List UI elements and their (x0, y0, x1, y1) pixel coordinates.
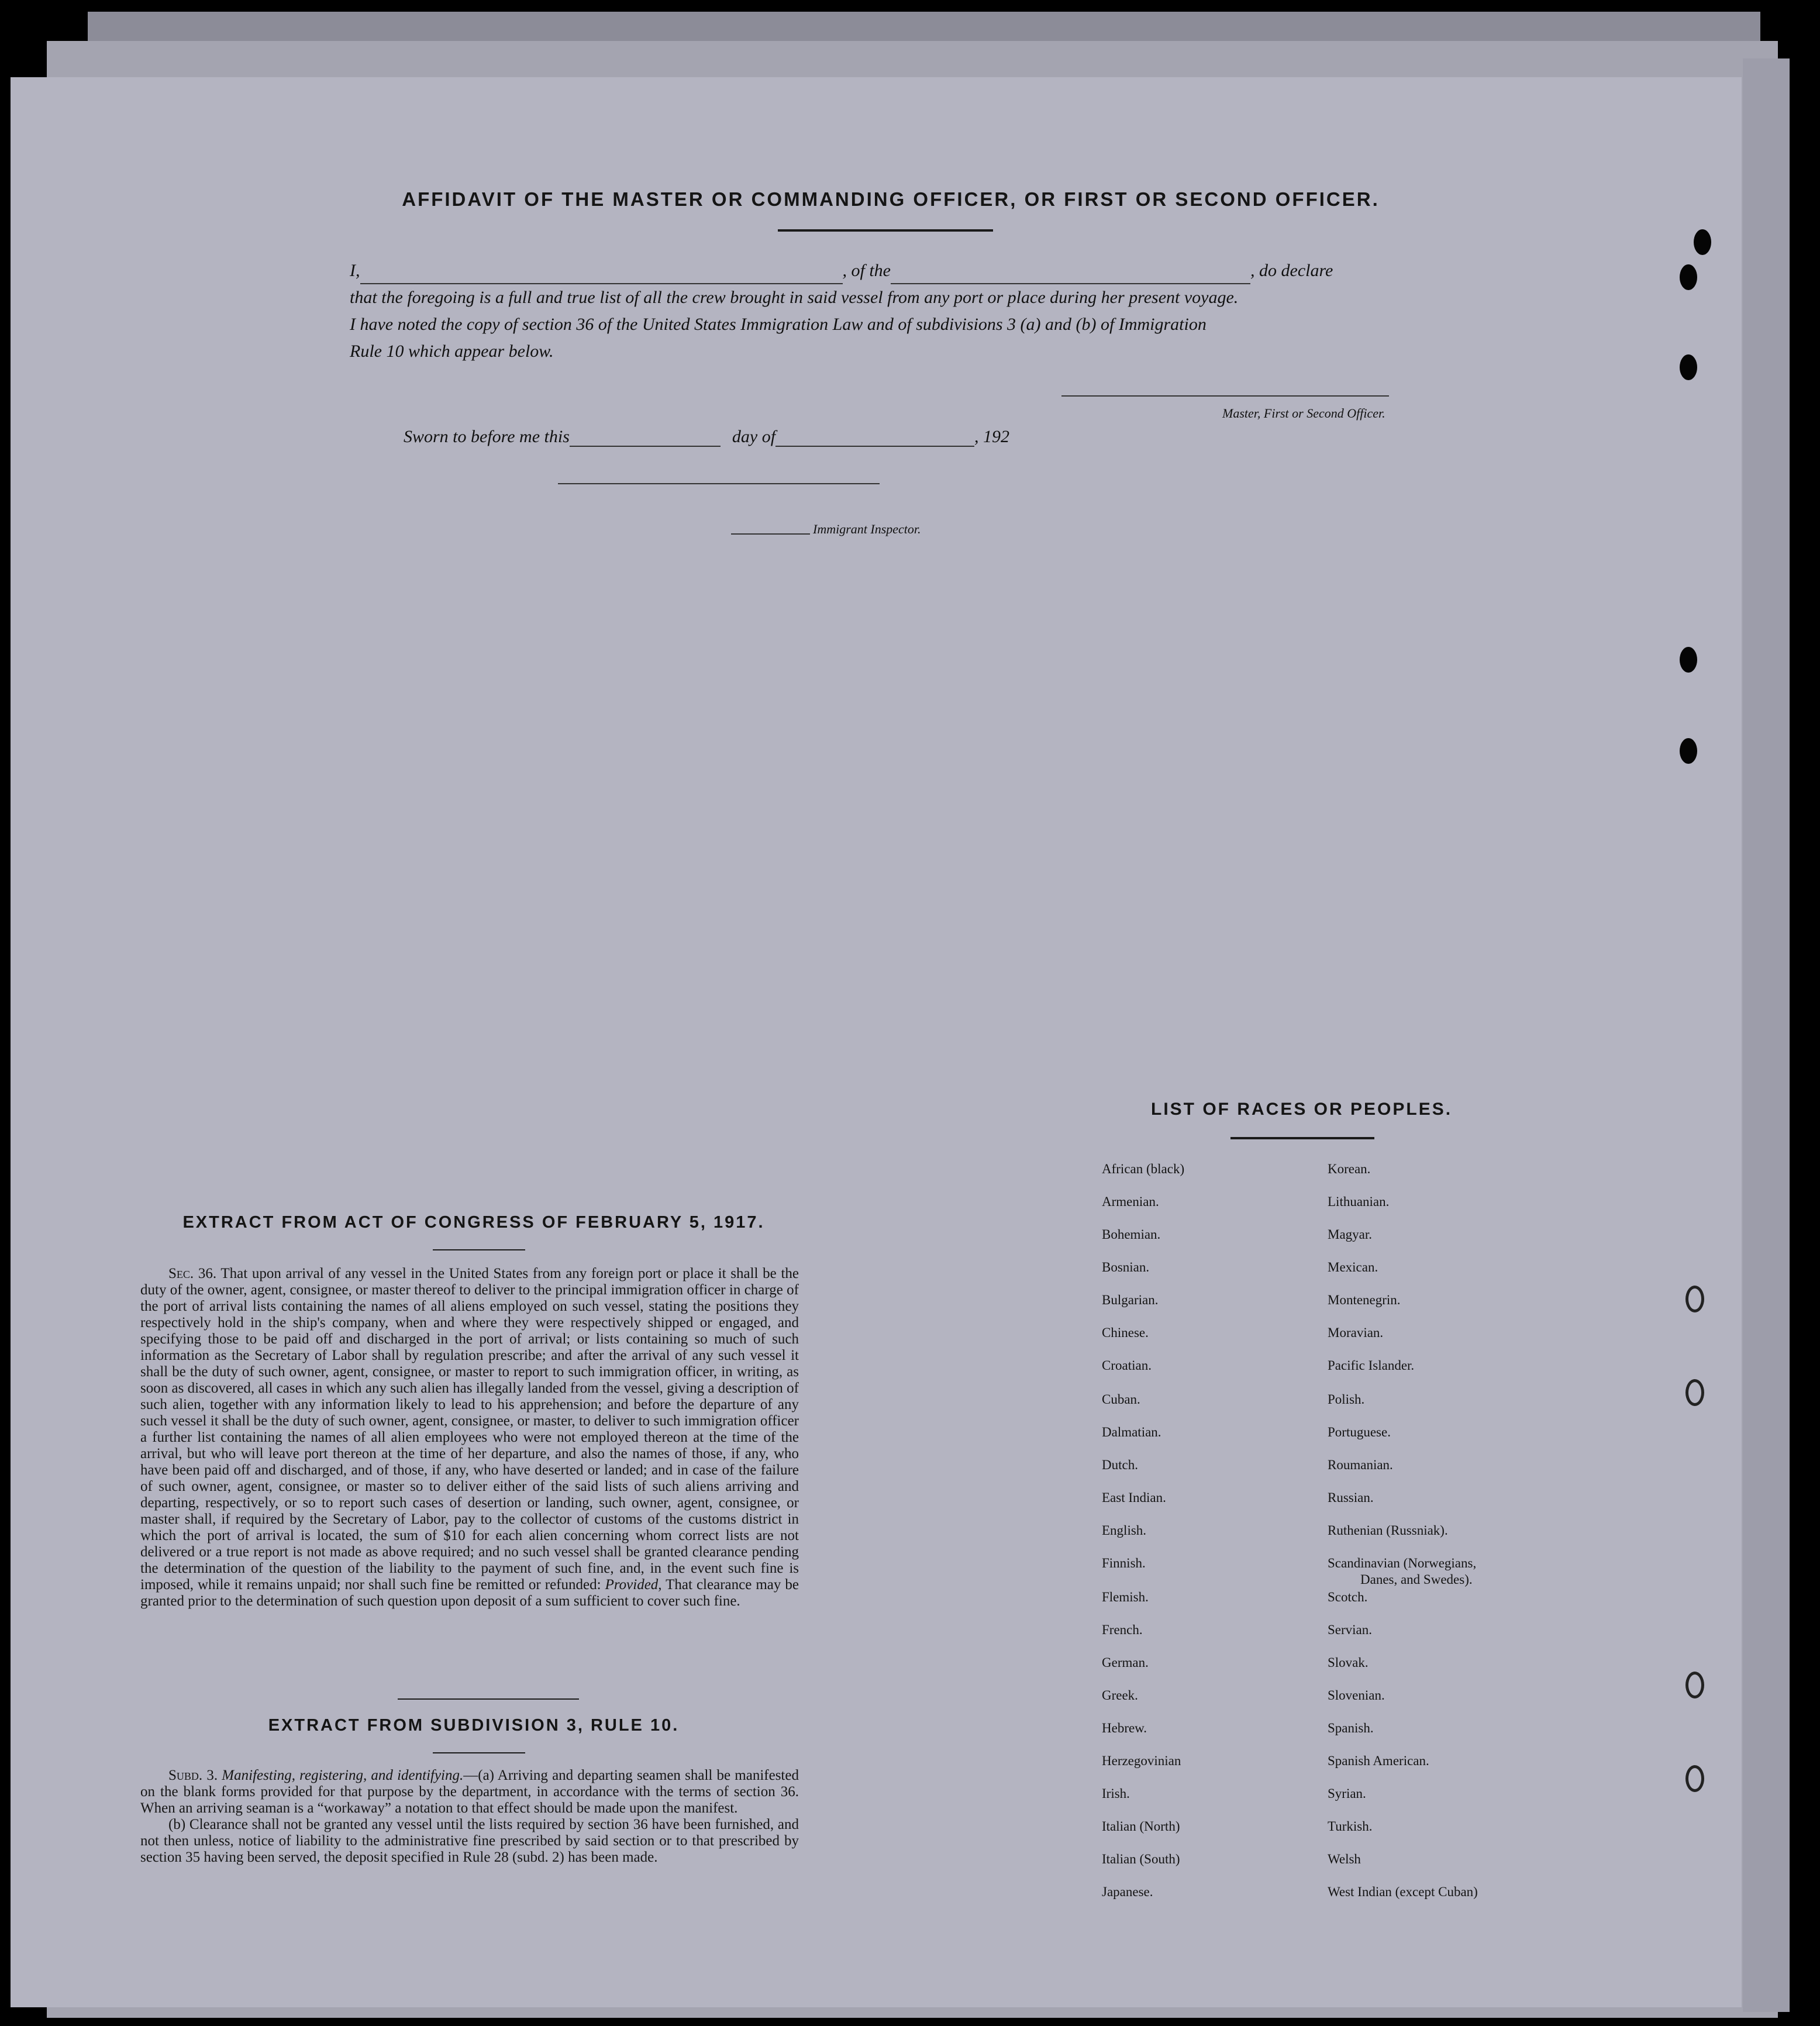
subd-label: Subd. 3. (168, 1767, 218, 1783)
race-item: Armenian. (1102, 1194, 1159, 1209)
rule-extract-title: EXTRACT FROM SUBDIVISION 3, RULE 10. (268, 1716, 680, 1735)
race-item: Russian. (1328, 1490, 1374, 1505)
race-item: Danes, and Swedes). (1360, 1572, 1473, 1587)
races-rule (1230, 1137, 1374, 1139)
subdivision-3-text (140, 1767, 799, 1866)
inspector-signature-line[interactable] (558, 483, 880, 484)
race-item: African (black) (1102, 1162, 1185, 1176)
subd-para-b: (b) Clearance shall not be granted any vessel until the lists required by section 36 have been furnished, and not then unless, notice of liability to the administrative fine prescribed by said section or to that prescribed by section 35 having been served, the deposit specified in Rule 28 (subd. 2) has been made. (140, 1817, 799, 1865)
race-item: Slovenian. (1328, 1688, 1385, 1703)
race-item: Scandinavian (Norwegians, (1328, 1556, 1477, 1570)
act-extract-title: EXTRACT FROM ACT OF CONGRESS OF FEBRUARY 5, 1917. (182, 1213, 765, 1232)
sworn-label: Sworn to before me this (404, 427, 570, 446)
races-title: LIST OF RACES OR PEOPLES. (1151, 1100, 1453, 1119)
vessel-name-field[interactable] (891, 266, 1250, 284)
race-item: Bohemian. (1102, 1227, 1161, 1242)
race-item: Roumanian. (1328, 1458, 1393, 1472)
race-item: Mexican. (1328, 1260, 1378, 1274)
section-divider (398, 1698, 579, 1700)
race-item: Bulgarian. (1102, 1293, 1159, 1307)
race-item: German. (1102, 1655, 1149, 1670)
binder-hole-icon (1685, 1379, 1704, 1406)
race-item: Spanish American. (1328, 1753, 1429, 1768)
master-signature-line[interactable] (1061, 395, 1389, 397)
race-item: Italian (North) (1102, 1819, 1180, 1834)
race-item: Magyar. (1328, 1227, 1373, 1242)
race-item: Croatian. (1102, 1358, 1152, 1373)
race-item: Turkish. (1328, 1819, 1373, 1834)
race-item: East Indian. (1102, 1490, 1166, 1505)
race-item: Dutch. (1102, 1458, 1138, 1472)
affidavit-line: Rule 10 which appear below. (350, 342, 554, 361)
race-item: Spanish. (1328, 1721, 1374, 1735)
binder-hole-icon (1685, 1672, 1704, 1698)
binder-hole-icon (1694, 229, 1711, 255)
inspector-label: Immigrant Inspector. (813, 522, 921, 536)
binder-hole-icon (1680, 647, 1697, 673)
race-item: Cuban. (1102, 1392, 1140, 1407)
declarant-name-field[interactable] (360, 266, 843, 284)
race-item: Scotch. (1328, 1590, 1368, 1604)
race-item: Finnish. (1102, 1556, 1146, 1570)
provided-label: Provided, (605, 1577, 662, 1593)
race-item: English. (1102, 1523, 1147, 1538)
race-item: Montenegrin. (1328, 1293, 1401, 1307)
of-the-label: , of the (842, 261, 891, 280)
do-declare-label: , do declare (1250, 261, 1333, 280)
binder-hole-icon (1680, 354, 1697, 380)
race-item: Bosnian. (1102, 1260, 1150, 1274)
race-item: Polish. (1328, 1392, 1365, 1407)
sworn-day-field[interactable] (570, 428, 721, 447)
section-36-text (140, 1266, 799, 1610)
race-item: Flemish. (1102, 1590, 1149, 1604)
master-signature-label: Master, First or Second Officer. (1222, 406, 1385, 421)
sworn-month-field[interactable] (775, 428, 974, 447)
page-edge (1743, 58, 1790, 2012)
rule-rule (433, 1752, 525, 1753)
binder-hole-icon (1685, 1286, 1704, 1312)
subd-heading: Manifesting, registering, and identifying. (222, 1767, 464, 1783)
sworn-line (404, 427, 1009, 447)
race-item: Ruthenian (Russniak). (1328, 1523, 1448, 1538)
title-rule (778, 229, 993, 232)
race-item: Greek. (1102, 1688, 1138, 1703)
inspector-name-line[interactable] (731, 533, 810, 535)
section-label: Sec. 36. (168, 1266, 217, 1281)
race-item: Slovak. (1328, 1655, 1369, 1670)
affidavit-line: that the foregoing is a full and true list of all the crew brought in said vessel from any port or place during her present voyage. (350, 288, 1239, 307)
section-body: That upon arrival of any vessel in the United States from any foreign port or place it shall be the duty of the owner, agent, consignee, or master thereof to deliver to the principal immigration officer in charge of the port of arrival lists containing the names of all aliens employed on such vessel, stating the positions they respectively hold in the ship's company, when and where they were respectively shipped or engaged, and specifying those to be paid off and discharged in the port of arrival; or lists containing so much of such information as the Secretary of Labor shall by regulation prescribe; and after the arrival of any such vessel it shall be the duty of such owner, agent, consignee, or master to report to such immigration officer, in writing, as soon as discovered, all cases in which any such alien has illegally landed from the vessel, giving a description of such alien, together with any information likely to lead to his apprehension; and before the departure of any such vessel it shall be the duty of such owner, agent, consignee, or master, to deliver to such immigration officer a further list containing the names of all alien employees who were not employed thereon at the time of the arrival, but who will leave port thereon at the time of her departure, and also the names of those, if any, who have been paid off and discharged, and of those, if any, who have deserted or landed; and in case of the failure of such owner, agent, consignee, or master so to deliver either of the said lists of such aliens arriving and departing, respectively, or so to report such cases of desertion or landing, such owner, agent, consignee, or master shall, if required by the Secretary of Labor, pay to the collector of customs of the customs district in which the port of arrival is located, the sum of $10 for each alien concerning whom correct lists are not delivered or a true report is not made as above required; and no such vessel shall be granted clearance pending the determination of the question of the liability to the payment of such fine, and, in the event such fine is imposed, while it remains unpaid; nor shall such fine be remitted or refunded: (140, 1266, 799, 1593)
race-item: Italian (South) (1102, 1852, 1180, 1866)
binder-hole-icon (1680, 264, 1697, 290)
year-label: , 192 (974, 427, 1010, 446)
race-item: Lithuanian. (1328, 1194, 1390, 1209)
affidavit-body (350, 257, 1344, 365)
race-item: Japanese. (1102, 1884, 1153, 1899)
race-item: Moravian. (1328, 1325, 1384, 1340)
race-item: West Indian (except Cuban) (1328, 1884, 1478, 1899)
race-item: Syrian. (1328, 1786, 1366, 1801)
affidavit-title: AFFIDAVIT OF THE MASTER OR COMMANDING OFFICER, OR FIRST OR SECOND OFFICER. (402, 188, 1380, 210)
race-item: Portuguese. (1328, 1425, 1391, 1439)
affidavit-line: I have noted the copy of section 36 of the United States Immigration Law and of subdivisions 3 (a) and (b) of Immigration (350, 315, 1207, 334)
race-item: Welsh (1328, 1852, 1361, 1866)
declarant-prefix: I, (350, 261, 360, 280)
race-item: Servian. (1328, 1622, 1373, 1637)
race-item: Chinese. (1102, 1325, 1149, 1340)
act-rule (433, 1249, 525, 1250)
binder-hole-icon (1685, 1765, 1704, 1792)
race-item: Korean. (1328, 1162, 1371, 1176)
race-item: Dalmatian. (1102, 1425, 1161, 1439)
race-item: French. (1102, 1622, 1143, 1637)
race-item: Hebrew. (1102, 1721, 1147, 1735)
day-of-label: day of (732, 427, 776, 446)
binder-hole-icon (1680, 738, 1697, 764)
race-item: Pacific Islander. (1328, 1358, 1415, 1373)
subd-para-a: —(a) Arriving and departing seamen shall be manifested on the blank forms provided for that purpose by the department, in accordance with the terms of section 36. When an arriving seaman is a “workaway” a notation to that effect should be made upon the manifest. (140, 1767, 799, 1816)
race-item: Herzegovinian (1102, 1753, 1181, 1768)
race-item: Irish. (1102, 1786, 1130, 1801)
section-body-end: That clearance may be granted prior to the determination of such question upon deposit of a sum sufficient to cover such fine. (140, 1577, 799, 1609)
